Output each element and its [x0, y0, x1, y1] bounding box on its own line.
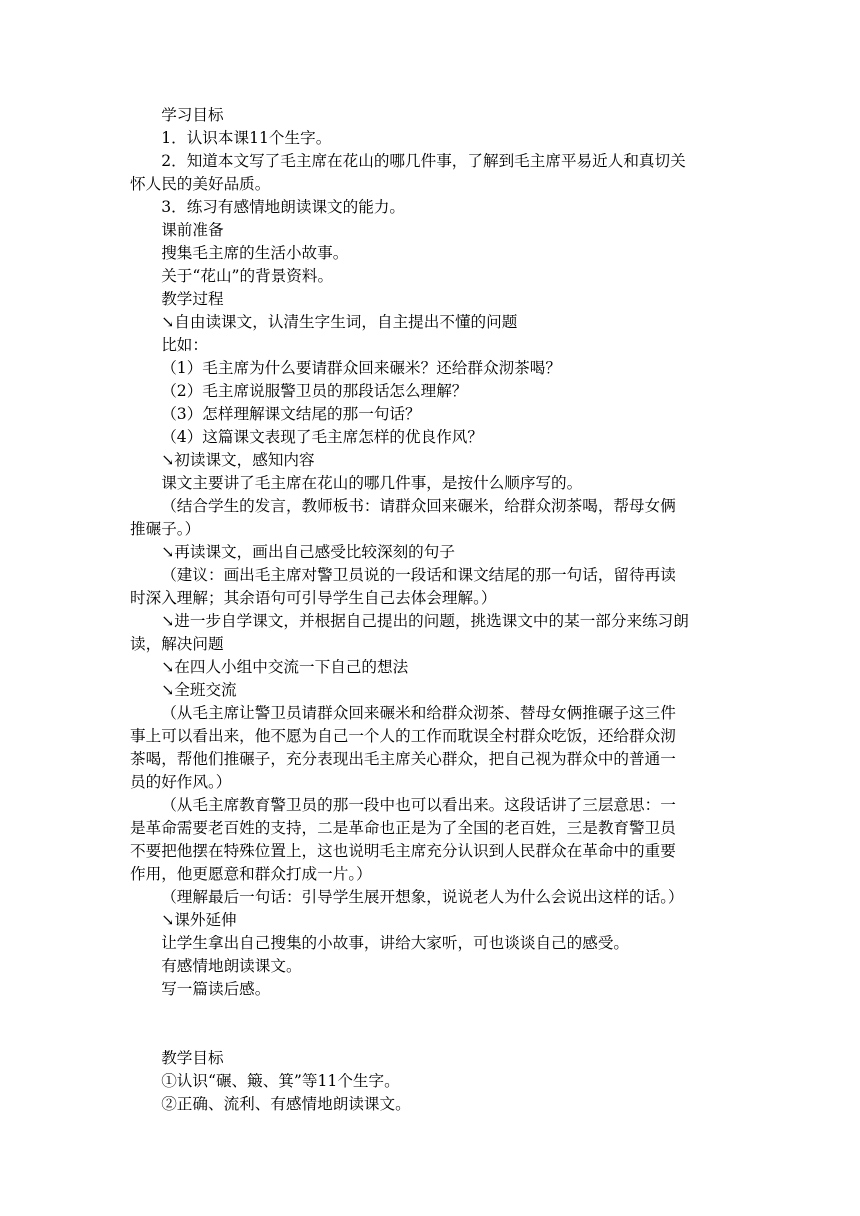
paragraph: ↘自由读课文，认清生字生词，自主提出不懂的问题	[161, 313, 518, 331]
document-body	[130, 104, 690, 1116]
section-gap	[130, 1001, 690, 1047]
paragraph: ↘全班交流	[161, 681, 237, 699]
paragraph: （1）毛主席为什么要请群众回来碾米？还给群众沏茶喝？	[161, 359, 561, 377]
paragraph: （3）怎样理解课文结尾的那一句话？	[161, 405, 421, 423]
paragraph: 1．认识本课11个生字。	[161, 129, 332, 147]
paragraph: 课文主要讲了毛主席在花山的哪几件事，是按什么顺序写的。	[161, 474, 583, 492]
paragraph: （理解最后一句话：引导学生展开想象，说说老人为什么会说出这样的话。）	[161, 888, 684, 906]
paragraph: 教学目标	[161, 1049, 224, 1067]
paragraph: 课前准备	[161, 221, 224, 239]
paragraph: 有感情地朗读课文。	[161, 957, 302, 975]
paragraph: （2）毛主席说服警卫员的那段话怎么理解？	[161, 382, 468, 400]
paragraph: ↘进一步自学课文，并根据自己提出的问题，挑选课文中的某一部分来练习朗读，解决问题	[130, 612, 689, 653]
paragraph: 教学过程	[161, 290, 224, 308]
paragraph: 2．知道本文写了毛主席在花山的哪几件事，了解到毛主席平易近人和真切关怀人民的美好品质。	[130, 152, 686, 193]
paragraph: 写一篇读后感。	[161, 980, 271, 998]
paragraph: （4）这篇课文表现了毛主席怎样的优良作风？	[161, 428, 483, 446]
paragraph: （结合学生的发言，教师板书：请群众回来碾米，给群众沏茶喝，帮母女俩推碾子。）	[130, 497, 676, 538]
paragraph: ↘初读课文，感知内容	[161, 451, 315, 469]
paragraph: ①认识“碾、簸、箕”等11个生字。	[161, 1072, 400, 1090]
paragraph: 让学生拿出自己搜集的小故事，讲给大家听，可也谈谈自己的感受。	[161, 934, 630, 952]
paragraph: （建议：画出毛主席对警卫员说的一段话和课文结尾的那一句话，留待再读时深入理解；其余语句可引导学生自己去体会理解。）	[130, 566, 676, 607]
paragraph: （从毛主席教育警卫员的那一段中也可以看出来。这段话讲了三层意思：一是革命需要老百姓的支持，二是革命也正是为了全国的老百姓，三是教育警卫员不要把他摆在特殊位置上，这也说明毛主席充分认识到人民群众在革命中的重要作用，他更愿意和群众打成一片。）	[130, 796, 676, 883]
paragraph: ↘课外延伸	[161, 911, 237, 929]
paragraph: 搜集毛主席的生活小故事。	[161, 244, 349, 262]
paragraph: ↘再读课文，画出自己感受比较深刻的句子	[161, 543, 455, 561]
paragraph: ↘在四人小组中交流一下自己的想法	[161, 658, 409, 676]
paragraph: （从毛主席让警卫员请群众回来碾米和给群众沏茶、替母女俩推碾子这三件事上可以看出来，他不愿为自己一个人的工作而耽误全村群众吃饭，还给群众沏茶喝，帮他们推碾子，充分表现出毛主席关心群众，把自己视为群众中的普通一员的好作风。）	[130, 704, 676, 791]
lesson-plan-section	[130, 104, 690, 1001]
paragraph: 学习目标	[161, 106, 224, 124]
paragraph: 3．练习有感情地朗读课文的能力。	[161, 198, 406, 216]
teaching-goals-section	[130, 1047, 690, 1116]
paragraph: ②正确、流利、有感情地朗读课文。	[161, 1095, 411, 1113]
paragraph: 比如：	[161, 336, 208, 354]
paragraph: 关于“花山”的背景资料。	[161, 267, 334, 285]
